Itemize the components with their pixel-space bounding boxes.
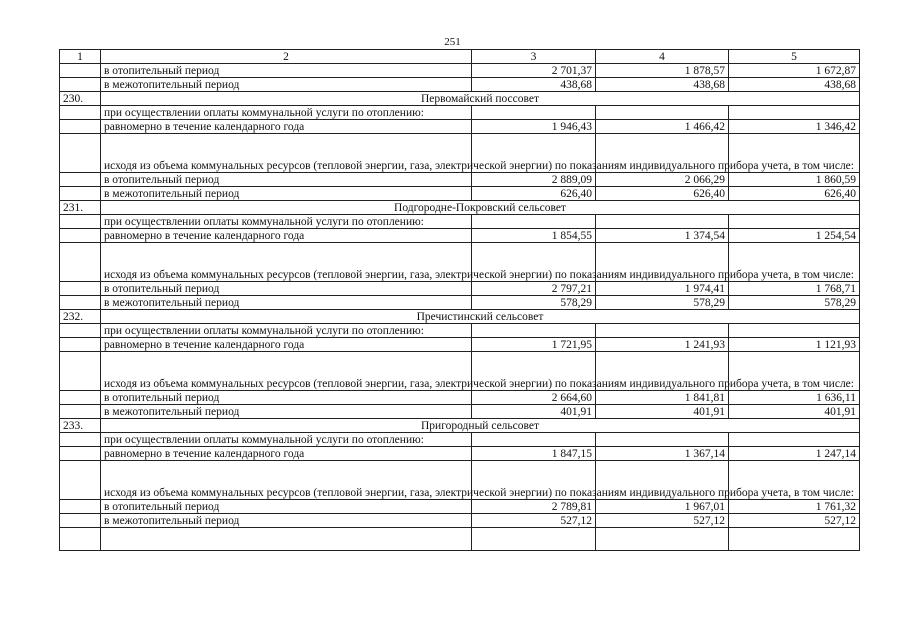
table-row [60, 500, 860, 514]
index-cell [60, 338, 101, 352]
table-row [60, 391, 860, 405]
page-number: 251 [444, 36, 461, 48]
table-row [60, 215, 860, 229]
tariff-table [59, 49, 860, 551]
index-cell [60, 282, 101, 296]
row-label: в межотопительный период [101, 187, 472, 201]
payment-label: при осуществлении оплаты коммунальной услуги по отоплению: [101, 215, 472, 229]
value-col4: 1 466,42 [596, 120, 729, 134]
row-label: равномерно в течение календарного года [101, 338, 472, 352]
payment-label: при осуществлении оплаты коммунальной услуги по отоплению: [101, 106, 472, 120]
value-col4: 1 374,54 [596, 229, 729, 243]
empty-cell [472, 106, 596, 120]
index-cell [60, 134, 101, 173]
value-col3: 578,29 [472, 296, 596, 310]
table-row [60, 296, 860, 310]
value-col3: 626,40 [472, 187, 596, 201]
value-col4: 1 878,57 [596, 64, 729, 78]
value-col5: 527,12 [729, 514, 860, 528]
value-col3: 2 797,21 [472, 282, 596, 296]
row-label: в межотопительный период [101, 405, 472, 419]
row-label: в отопительный период [101, 500, 472, 514]
index-cell [60, 187, 101, 201]
index-cell [60, 433, 101, 447]
table-row [60, 338, 860, 352]
empty-cell [101, 528, 472, 551]
table-row [60, 352, 860, 391]
empty-cell [596, 324, 729, 338]
value-col4: 527,12 [596, 514, 729, 528]
index-cell [60, 296, 101, 310]
value-col5: 1 346,42 [729, 120, 860, 134]
empty-cell [596, 433, 729, 447]
value-col5: 1 761,32 [729, 500, 860, 514]
section-index: 230. [60, 92, 101, 106]
empty-cell [729, 528, 860, 551]
section-title: Пригородный сельсовет [101, 419, 860, 433]
row-label: в межотопительный период [101, 296, 472, 310]
value-col5: 1 768,71 [729, 282, 860, 296]
value-col3: 527,12 [472, 514, 596, 528]
meter-label: исходя из объема коммунальных ресурсов (тепловой энергии, газа, электрической энергии) по показаниям индивидуального прибора учета, в том числе: [101, 134, 472, 173]
column-header-row [60, 50, 860, 64]
section-index: 231. [60, 201, 101, 215]
section-index: 233. [60, 419, 101, 433]
empty-cell [472, 528, 596, 551]
table-row [60, 405, 860, 419]
empty-cell [472, 324, 596, 338]
value-col3: 1 721,95 [472, 338, 596, 352]
index-cell [60, 461, 101, 500]
column-header-5: 5 [729, 50, 860, 64]
row-label: в отопительный период [101, 391, 472, 405]
value-col3: 438,68 [472, 78, 596, 92]
empty-cell [729, 433, 860, 447]
value-col3: 2 664,60 [472, 391, 596, 405]
table-row [60, 282, 860, 296]
index-cell [60, 120, 101, 134]
table-row [60, 433, 860, 447]
payment-label: при осуществлении оплаты коммунальной услуги по отоплению: [101, 324, 472, 338]
table-row [60, 78, 860, 92]
row-label: в отопительный период [101, 282, 472, 296]
index-cell [60, 215, 101, 229]
index-cell [60, 229, 101, 243]
table-row [60, 447, 860, 461]
value-col5: 626,40 [729, 187, 860, 201]
section-header-row [60, 310, 860, 324]
value-col5: 1 860,59 [729, 173, 860, 187]
index-cell [60, 514, 101, 528]
table-row [60, 229, 860, 243]
table-row [60, 243, 860, 282]
value-col5: 1 254,54 [729, 229, 860, 243]
meter-label: исходя из объема коммунальных ресурсов (тепловой энергии, газа, электрической энергии) по показаниям индивидуального прибора учета, в том числе: [101, 352, 472, 391]
table-row [60, 324, 860, 338]
column-header-1: 1 [60, 50, 101, 64]
row-label: в межотопительный период [101, 78, 472, 92]
value-col4: 1 967,01 [596, 500, 729, 514]
value-col5: 1 121,93 [729, 338, 860, 352]
value-col3: 2 789,81 [472, 500, 596, 514]
index-cell [60, 243, 101, 282]
meter-label: исходя из объема коммунальных ресурсов (тепловой энергии, газа, электрической энергии) по показаниям индивидуального прибора учета, в том числе: [101, 461, 472, 500]
value-col4: 1 841,81 [596, 391, 729, 405]
section-title: Пречистинский сельсовет [101, 310, 860, 324]
index-cell [60, 64, 101, 78]
value-col5: 1 636,11 [729, 391, 860, 405]
index-cell [60, 500, 101, 514]
empty-cell [596, 528, 729, 551]
value-col5: 401,91 [729, 405, 860, 419]
value-col4: 1 974,41 [596, 282, 729, 296]
table-row [60, 187, 860, 201]
empty-cell [596, 106, 729, 120]
table-row [60, 64, 860, 78]
value-col4: 1 367,14 [596, 447, 729, 461]
value-col3: 401,91 [472, 405, 596, 419]
value-col5: 438,68 [729, 78, 860, 92]
empty-cell [472, 433, 596, 447]
value-col4: 578,29 [596, 296, 729, 310]
index-cell [60, 447, 101, 461]
meter-label: исходя из объема коммунальных ресурсов (тепловой энергии, газа, электрической энергии) по показаниям индивидуального прибора учета, в том числе: [101, 243, 472, 282]
empty-cell [596, 215, 729, 229]
value-col3: 1 946,43 [472, 120, 596, 134]
row-label: равномерно в течение календарного года [101, 229, 472, 243]
index-cell [60, 78, 101, 92]
section-title: Первомайский поссовет [101, 92, 860, 106]
value-col3: 2 701,37 [472, 64, 596, 78]
index-cell [60, 391, 101, 405]
value-col5: 578,29 [729, 296, 860, 310]
row-label: в отопительный период [101, 64, 472, 78]
value-col3: 1 847,15 [472, 447, 596, 461]
value-col5: 1 672,87 [729, 64, 860, 78]
payment-label: при осуществлении оплаты коммунальной услуги по отоплению: [101, 433, 472, 447]
table-row [60, 173, 860, 187]
value-col4: 2 066,29 [596, 173, 729, 187]
value-col4: 626,40 [596, 187, 729, 201]
index-cell [60, 106, 101, 120]
row-label: равномерно в течение календарного года [101, 120, 472, 134]
index-cell [60, 173, 101, 187]
index-cell [60, 405, 101, 419]
index-cell [60, 352, 101, 391]
value-col4: 1 241,93 [596, 338, 729, 352]
value-col4: 438,68 [596, 78, 729, 92]
row-label: в отопительный период [101, 173, 472, 187]
empty-cell [729, 324, 860, 338]
value-col3: 1 854,55 [472, 229, 596, 243]
section-index: 232. [60, 310, 101, 324]
row-label: равномерно в течение календарного года [101, 447, 472, 461]
table-row [60, 514, 860, 528]
table-body [60, 64, 860, 551]
table-row-filler [60, 528, 860, 551]
value-col3: 2 889,09 [472, 173, 596, 187]
column-header-4: 4 [596, 50, 729, 64]
row-label: в межотопительный период [101, 514, 472, 528]
section-header-row [60, 201, 860, 215]
table-row [60, 134, 860, 173]
table-row [60, 461, 860, 500]
column-header-2: 2 [101, 50, 472, 64]
empty-cell [472, 215, 596, 229]
empty-cell [729, 215, 860, 229]
value-col5: 1 247,14 [729, 447, 860, 461]
column-header-3: 3 [472, 50, 596, 64]
empty-cell [729, 106, 860, 120]
table-row [60, 120, 860, 134]
index-cell [60, 324, 101, 338]
value-col4: 401,91 [596, 405, 729, 419]
section-header-row [60, 92, 860, 106]
section-title: Подгородне-Покровский сельсовет [101, 201, 860, 215]
table-row [60, 106, 860, 120]
section-header-row [60, 419, 860, 433]
empty-cell [60, 528, 101, 551]
